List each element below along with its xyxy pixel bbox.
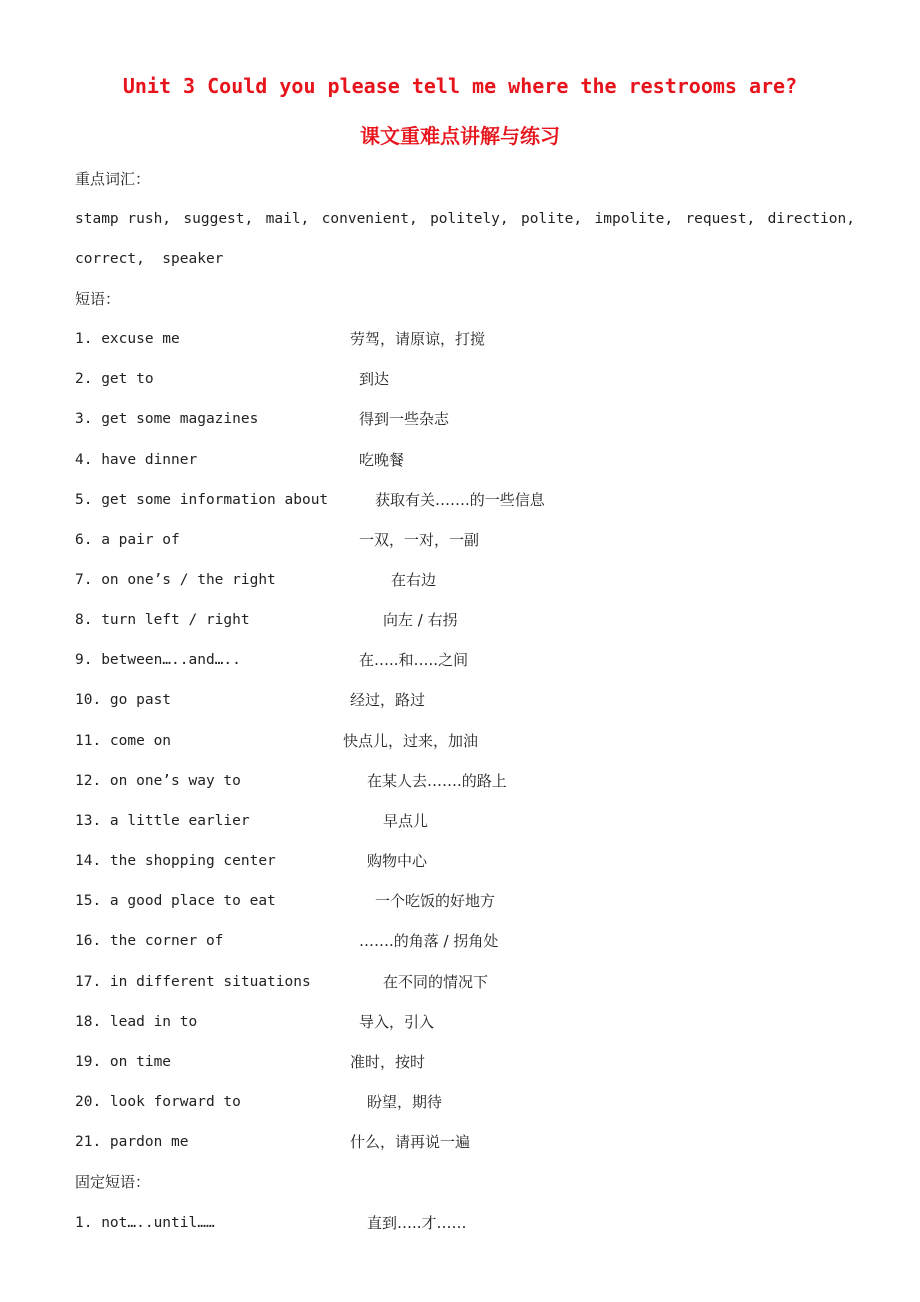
phrase-chinese: 什么，请再说一遍: [350, 1133, 471, 1151]
phrase-chinese: 在不同的情况下: [383, 973, 489, 991]
phrase-chinese: 盼望，期待: [367, 1093, 443, 1111]
vocab-word: politely,: [430, 211, 509, 227]
phrase-chinese: 获取有关…….的一些信息: [375, 491, 545, 509]
phrase-chinese: 劳驾，请原谅，打搅: [350, 330, 486, 348]
phrase-chinese: 到达: [359, 370, 390, 388]
phrase-chinese: 在…..和…..之间: [359, 651, 469, 669]
vocab-word: impolite,: [594, 211, 674, 227]
phrase-english: 15. a good place to eat: [75, 893, 276, 909]
phrase-english: 9. between…..and…..: [75, 652, 241, 668]
phrase-english: 1. excuse me: [75, 331, 180, 347]
vocab-word: direction,: [767, 211, 855, 227]
vocab-label: 重点词汇：: [75, 170, 151, 188]
fixed-phrases-label: 固定短语：: [75, 1173, 151, 1191]
phrase-chinese: 吃晚餐: [359, 451, 405, 469]
phrase-chinese: …….的角落 / 拐角处: [359, 932, 499, 950]
vocab-line-1: [75, 209, 855, 229]
vocab-word: stamp rush,: [75, 211, 172, 227]
vocab-word: convenient,: [321, 211, 418, 227]
phrase-english: 6. a pair of: [75, 532, 180, 548]
phrase-english: 13. a little earlier: [75, 813, 250, 829]
phrase-english: 12. on one’s way to: [75, 773, 241, 789]
phrase-english: 3. get some magazines: [75, 411, 259, 427]
phrase-english: 11. come on: [75, 733, 172, 749]
phrase-english: 21. pardon me: [75, 1134, 189, 1150]
fixed-phrase-english: 1. not…..until……: [75, 1215, 215, 1231]
fixed-phrase-chinese: 直到…..才……: [367, 1214, 467, 1232]
phrases-label: 短语：: [75, 290, 121, 308]
phrase-english: 2. get to: [75, 371, 154, 387]
phrase-chinese: 导入，引入: [359, 1013, 435, 1031]
phrase-chinese: 向左 / 右拐: [383, 611, 458, 629]
phrase-chinese: 早点儿: [383, 812, 429, 830]
phrase-english: 4. have dinner: [75, 452, 198, 468]
phrase-chinese: 准时，按时: [350, 1053, 426, 1071]
phrase-chinese: 经过，路过: [350, 691, 426, 709]
phrase-chinese: 在右边: [391, 571, 437, 589]
page-title-english: Unit 3 Could you please tell me where the restrooms are?: [122, 74, 798, 98]
phrase-chinese: 快点儿，过来，加油: [343, 732, 479, 750]
phrase-english: 17. in different situations: [75, 974, 311, 990]
vocab-word: suggest,: [183, 211, 254, 227]
vocab-word: request,: [685, 211, 756, 227]
vocab-word: polite,: [521, 211, 583, 227]
phrase-chinese: 购物中心: [367, 852, 428, 870]
phrase-english: 19. on time: [75, 1054, 172, 1070]
page-title-chinese: 课文重难点讲解与练习: [360, 124, 560, 148]
phrase-chinese: 一双，一对，一副: [359, 531, 480, 549]
phrase-english: 14. the shopping center: [75, 853, 276, 869]
phrase-english: 8. turn left / right: [75, 612, 250, 628]
phrase-english: 18. lead in to: [75, 1014, 198, 1030]
phrase-chinese: 在某人去…….的路上: [367, 772, 507, 790]
phrase-english: 16. the corner of: [75, 933, 224, 949]
phrase-english: 20. look forward to: [75, 1094, 241, 1110]
phrase-english: 10. go past: [75, 692, 172, 708]
vocab-line-2: correct, speaker: [75, 251, 224, 267]
phrase-chinese: 一个吃饭的好地方: [375, 892, 496, 910]
phrase-chinese: 得到一些杂志: [359, 410, 450, 428]
phrase-english: 5. get some information about: [75, 492, 329, 508]
phrase-english: 7. on one’s / the right: [75, 572, 276, 588]
vocab-word: mail,: [265, 211, 310, 227]
